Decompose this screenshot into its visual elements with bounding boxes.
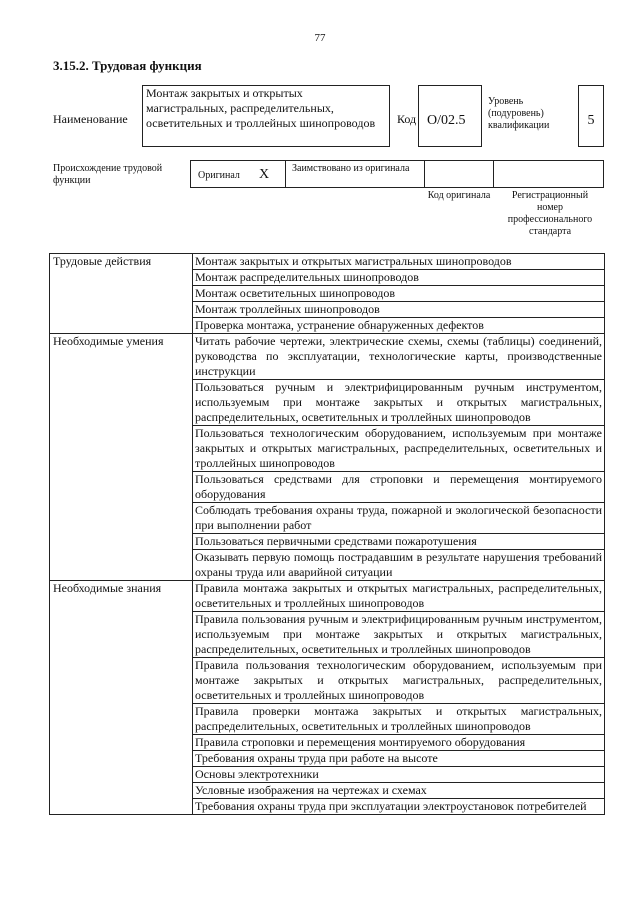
table-cell: Монтаж закрытых и открытых магистральных шинопроводов [193, 254, 605, 270]
reg-number-label: Регистрационный номер профессионального стандарта [507, 190, 593, 237]
reg-number-cell [493, 160, 604, 188]
origin-original-cell [190, 160, 286, 188]
table-cell: Правила пользования технологическим оборудованием, используемым при монтаже закрытых и открытых магистральных, распределительных, осветительных и троллейных шинопроводов [193, 658, 605, 704]
table-cell: Условные изображения на чертежах и схемах [193, 783, 605, 799]
origin-label: Происхождение трудовой функции [53, 163, 163, 186]
original-mark: X [259, 167, 270, 182]
section-label-knowledge: Необходимые знания [50, 581, 193, 815]
table-cell: Требования охраны труда при эксплуатации электроустановок потребителей [193, 799, 605, 815]
table-cell: Правила строповки и перемещения монтируемого оборудования [193, 735, 605, 751]
section-label-actions: Трудовые действия [50, 254, 193, 334]
labor-function-table [49, 253, 605, 815]
table-cell: Оказывать первую помощь пострадавшим в результате нарушения требований охраны труда или аварийной ситуации [193, 550, 605, 581]
table-cell: Проверка монтажа, устранение обнаруженных дефектов [193, 318, 605, 334]
table-cell: Правила монтажа закрытых и открытых магистральных, распределительных, осветительных и троллейных шинопроводов [193, 581, 605, 612]
table-row [50, 334, 605, 380]
page-number: 77 [314, 32, 326, 44]
table-cell: Правила проверки монтажа закрытых и открытых магистральных, распределительных, осветительных и троллейных шинопроводов [193, 704, 605, 735]
table-row [50, 254, 605, 270]
table-cell: Пользоваться средствами для строповки и перемещения монтируемого оборудования [193, 472, 605, 503]
code-value: О/02.5 [418, 85, 482, 147]
table-cell: Пользоваться первичными средствами пожаротушения [193, 534, 605, 550]
table-row [50, 581, 605, 612]
level-value: 5 [578, 85, 604, 147]
table-cell: Читать рабочие чертежи, электрические схемы, схемы (таблицы) соединений, руководства по эксплуатации, технологические карты, производственные инструкции [193, 334, 605, 380]
table-cell: Соблюдать требования охраны труда, пожарной и экологической безопасности при выполнении работ [193, 503, 605, 534]
level-label: Уровень (подуровень) квалификации [488, 96, 550, 131]
table-cell: Монтаж троллейных шинопроводов [193, 302, 605, 318]
table-cell: Правила пользования ручным и электрифицированным ручным инструментом, используемым при монтаже закрытых и открытых магистральных, распределительных, осветительных и троллейных шинопроводов [193, 612, 605, 658]
code-original-cell [424, 160, 494, 188]
borrowed-label: Заимствовано из оригинала [285, 160, 425, 188]
table-cell: Монтаж распределительных шинопроводов [193, 270, 605, 286]
name-label: Наименование [53, 112, 128, 126]
table-cell: Основы электротехники [193, 767, 605, 783]
section-title: 3.15.2. Трудовая функция [53, 58, 202, 73]
table-cell: Пользоваться технологическим оборудованием, используемым при монтаже закрытых и открытых магистральных, распределительных, осветительных и троллейных шинопроводов [193, 426, 605, 472]
code-label: Код [397, 112, 417, 126]
original-label: Оригинал [198, 170, 240, 181]
code-original-label: Код оригинала [427, 190, 491, 201]
section-label-skills: Необходимые умения [50, 334, 193, 581]
table-cell: Пользоваться ручным и электрифицированным ручным инструментом, используемым при монтаже закрытых и открытых магистральных, распределительных, осветительных и троллейных шинопроводов [193, 380, 605, 426]
table-cell: Требования охраны труда при работе на высоте [193, 751, 605, 767]
name-value: Монтаж закрытых и открытых магистральных, распределительных, осветительных и троллейных шинопроводов [142, 85, 390, 147]
table-cell: Монтаж осветительных шинопроводов [193, 286, 605, 302]
